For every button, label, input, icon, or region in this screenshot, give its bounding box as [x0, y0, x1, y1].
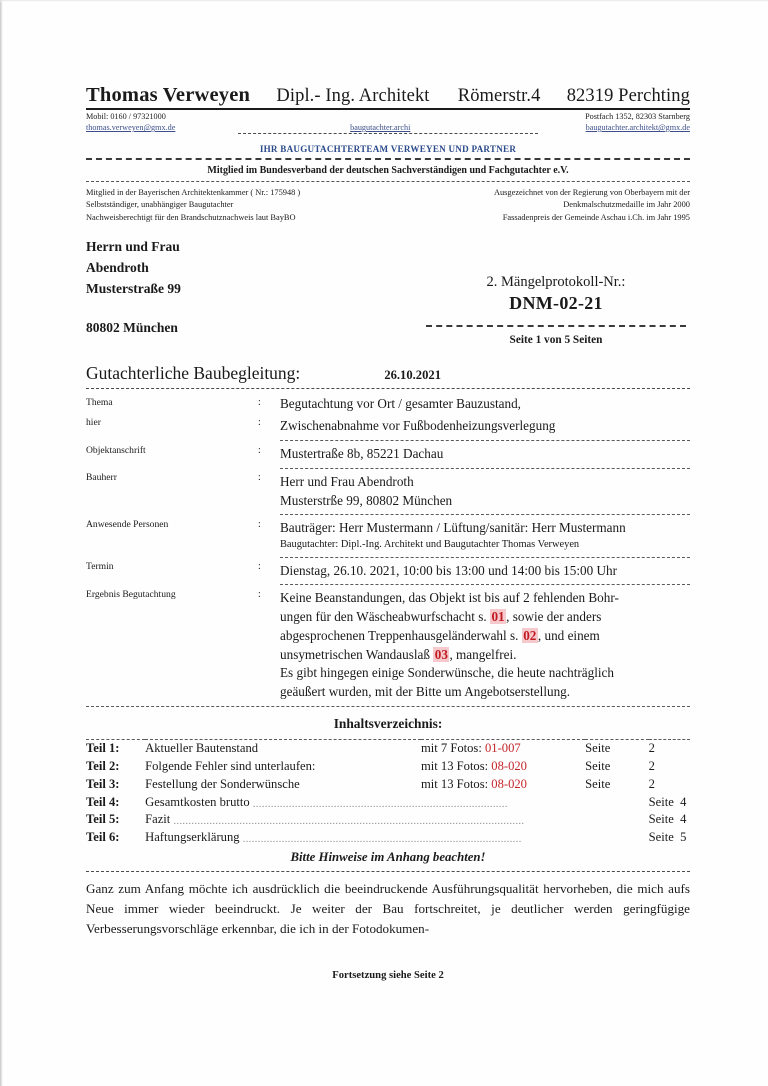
- toc-heading: Inhaltsverzeichnis:: [333, 715, 443, 731]
- letter-body: [86, 84, 690, 981]
- toc-part-label: Teil 5:: [86, 812, 120, 827]
- field-value: Zwischenabnahme vor Fußbodenheizungsverlegung: [280, 418, 556, 434]
- attendees-expert: Baugutachter: Dipl.-Ing. Architekt und Baugutachter Thomas Verweyen: [280, 539, 580, 551]
- field-value: Mustertraße 8b, 85221 Dachau: [280, 441, 690, 469]
- toc-page-number: 2: [648, 741, 655, 756]
- divider-under-tagline: [86, 158, 690, 160]
- field-label: Objektanschrift: [86, 444, 146, 456]
- recipient-street: Musterstraße 99: [86, 280, 181, 296]
- result-value: [280, 585, 690, 706]
- contact-right-column: [585, 111, 690, 133]
- result-label: Ergebnis Begutachtung: [86, 588, 176, 600]
- leader-dots: .............................................................................................: [242, 834, 522, 846]
- toc-description-with-leader: [145, 811, 649, 829]
- report-date: 26.10.2021: [384, 367, 441, 382]
- toc-description: Festellung der Sonderwünsche: [145, 776, 300, 791]
- field-value: Dienstag, 26.10. 2021, 10:00 bis 13:00 und 14:00 bis 15:00 Uhr: [280, 557, 690, 585]
- list-item[interactable]: [86, 739, 690, 757]
- result-line-6: [280, 683, 690, 702]
- toc-page-label: Seite: [648, 812, 674, 827]
- protocol-number: DNM-02-21: [509, 292, 603, 313]
- field-colon: :: [258, 518, 261, 530]
- contact-left-column: [86, 111, 175, 133]
- toc-page-number: 4: [680, 812, 687, 827]
- office-city: 82319 Perchting: [566, 86, 690, 106]
- list-item[interactable]: [86, 829, 690, 847]
- divider-under-fields: [86, 706, 690, 707]
- table-row: [86, 557, 690, 585]
- result-text: , mangelfrei.: [449, 646, 517, 662]
- toc-page-number: 2: [648, 776, 655, 791]
- toc-photos-range: 08-020: [491, 758, 527, 773]
- toc-description-with-leader: [145, 793, 649, 811]
- toc-description: Aktueller Bautenstand: [145, 741, 259, 756]
- result-text: Es gibt hingegen einige Sonderwünsche, die heute nachträglich: [280, 665, 614, 681]
- toc-page-number: 5: [680, 830, 687, 845]
- field-colon: :: [258, 561, 261, 573]
- closing-section: [86, 871, 690, 939]
- result-line-3: [280, 627, 690, 646]
- field-label: hier: [86, 417, 101, 429]
- award-line: Ausgezeichnet von der Regierung von Oberbayern mit der: [493, 188, 690, 198]
- list-item[interactable]: [86, 793, 690, 811]
- field-value: [280, 468, 690, 514]
- office-street: Römerstr.4: [457, 86, 541, 106]
- email-right-link[interactable]: baugutachter.architekt@gmx.de: [585, 123, 690, 133]
- toc-page-label: Seite: [648, 794, 674, 809]
- postal-box: Postfach 1352, 82303 Starnberg: [585, 112, 690, 121]
- defect-ref-01: 01: [491, 609, 505, 625]
- email-left-link[interactable]: thomas.verweyen@gmx.de: [86, 123, 176, 133]
- association-membership-line: Mitglied im Bundesverband der deutschen Sachverständigen und Fachgutachter e.V.: [207, 165, 569, 177]
- attendees-main: Bauträger: Herr Mustermann / Lüftung/sanitär: Herr Mustermann: [280, 520, 626, 536]
- field-label: Anwesende Personen: [86, 518, 169, 530]
- toc-description: Folgende Fehler sind unterlaufen:: [145, 758, 316, 773]
- defect-ref-02: 02: [523, 627, 537, 643]
- toc-photos: [421, 775, 585, 793]
- toc-page-label: Seite: [585, 758, 611, 773]
- result-text: geäußert wurden, mit der Bitte um Angebotserstellung.: [280, 684, 571, 700]
- credential-line: Mitglied in der Bayerischen Architektenkammer ( Nr.: 175948 ): [86, 188, 301, 198]
- field-colon: :: [258, 444, 261, 456]
- report-title-row: [86, 363, 690, 384]
- protocol-number-block: [422, 274, 690, 346]
- toc-photos: [421, 739, 585, 757]
- defect-ref-03: 03: [434, 646, 448, 662]
- table-row: [86, 417, 690, 440]
- page-count-label: Seite 1 von 5 Seiten: [509, 333, 603, 346]
- field-value: [280, 515, 690, 557]
- award-line: Fassadenpreis der Gemeinde Aschau i.Ch. im Jahr 1995: [502, 212, 690, 222]
- toc-table: [86, 739, 690, 847]
- toc-photos: [421, 758, 585, 776]
- table-row: [86, 391, 690, 418]
- result-text: , sowie der anders: [506, 609, 602, 625]
- divider-under-contact: [238, 133, 538, 134]
- result-line-1: [280, 589, 690, 608]
- toc-part-label: Teil 6:: [86, 830, 120, 845]
- divider-under-report-title: [86, 388, 690, 389]
- toc-photos-prefix: mit 13 Fotos:: [420, 776, 489, 791]
- field-colon: :: [258, 396, 261, 408]
- team-tagline: IHR BAUGUTACHTERTEAM VERWEYEN UND PARTNER: [259, 144, 517, 155]
- result-line-5: [280, 664, 690, 683]
- toc-part-label: Teil 4:: [86, 794, 120, 809]
- field-colon: :: [258, 472, 261, 484]
- toc-part-label: Teil 3:: [86, 776, 120, 791]
- result-text: abgesprochenen Treppenhausgeländerwahl s.: [280, 627, 519, 643]
- result-text: Keine Beanstandungen, das Objekt ist bis auf 2 fehlenden Bohr-: [280, 590, 619, 606]
- toc-part-label: Teil 1:: [86, 741, 120, 756]
- list-item[interactable]: [86, 811, 690, 829]
- field-colon: :: [258, 417, 261, 429]
- letterhead-contact-row: [86, 111, 690, 133]
- credentials-left: [86, 187, 300, 224]
- mobile-number: Mobil: 0160 / 97321000: [86, 112, 166, 121]
- scan-edge-artifact-top: [0, 0, 768, 2]
- leader-dots: .....................................................................................................................: [173, 816, 525, 828]
- award-line: Denkmalschutzmedaille im Jahr 2000: [563, 200, 690, 210]
- field-value: Begutachtung vor Ort / gesamter Bauzustand,: [280, 395, 521, 411]
- toc-description: Haftungserklärung: [145, 830, 240, 845]
- toc-photos-range: 01-007: [485, 741, 521, 756]
- field-label: Termin: [86, 561, 114, 573]
- toc-page-number: 2: [648, 758, 655, 773]
- recipient-salutation: Herrn und Frau: [86, 238, 180, 254]
- toc-page-row-end: [649, 811, 690, 829]
- toc-photos-prefix: mit 13 Fotos:: [420, 758, 489, 773]
- architect-name: Thomas Verweyen: [86, 84, 251, 106]
- result-colon: :: [258, 588, 261, 600]
- table-row: [86, 441, 690, 469]
- email-center-link[interactable]: baugutachter.archi: [350, 123, 411, 132]
- divider-above-pagecount: [426, 325, 686, 327]
- report-title: Gutachterliche Baubegleitung:: [86, 362, 301, 383]
- field-label: Thema: [86, 396, 113, 408]
- contact-center-column: [350, 111, 410, 133]
- toc-page-row-end: [649, 793, 690, 811]
- letterhead-title-row: [86, 84, 690, 110]
- credential-line: Selbstständiger, unabhängiger Baugutachter: [86, 200, 234, 210]
- toc-footnote: Bitte Hinweise im Anhang beachten!: [290, 850, 486, 865]
- recipient-city: 80802 München: [86, 320, 178, 336]
- continuation-note: Fortsetzung siehe Seite 2: [332, 970, 444, 982]
- toc-page-row-end: [649, 829, 690, 847]
- result-text: ungen für den Wäscheabwurfschacht s.: [280, 609, 487, 625]
- table-row: [86, 515, 690, 557]
- report-fields-table: [86, 391, 690, 706]
- toc-photos-range: 08-020: [491, 776, 527, 791]
- toc-description: Fazit: [145, 812, 171, 827]
- credentials-right: [494, 187, 690, 224]
- result-line-2: [280, 608, 690, 627]
- leader-dots: .....................................................................................: [252, 798, 508, 810]
- address-protocol-zone: [86, 237, 690, 346]
- toc-description-with-leader: [145, 829, 649, 847]
- scan-edge-artifact-left: [0, 0, 3, 1086]
- protocol-label: 2. Mängelprotokoll-Nr.:: [486, 273, 626, 290]
- toc-page-label: Seite: [585, 741, 611, 756]
- toc-page-number: 4: [680, 794, 687, 809]
- toc-photos-prefix: mit 7 Fotos:: [420, 741, 482, 756]
- builder-name: Herr und Frau Abendroth: [280, 473, 414, 489]
- table-row: [86, 468, 690, 514]
- result-line-4: [280, 646, 690, 665]
- recipient-name: Abendroth: [86, 259, 149, 275]
- list-item[interactable]: [86, 758, 690, 776]
- architect-qualification: Dipl.- Ing. Architekt: [276, 86, 430, 106]
- closing-paragraph: Ganz zum Anfang möchte ich ausdrücklich die beeindruckende Ausführungsqualität hervorheben, die mich aufs Neue immer wieder beeindruckt. Je weiter der Bau fortschreitet, je deutlicher werden geringfügige Verbesserungsvorschläge erkennbar, die ich in der Fotodokumen-: [86, 881, 690, 937]
- toc-page-label: Seite: [585, 776, 611, 791]
- builder-address: Musterstrße 99, 80802 München: [280, 492, 453, 508]
- toc-part-label: Teil 2:: [86, 758, 120, 773]
- result-text: unsymetrischen Wandauslaß: [280, 646, 430, 662]
- credentials-block: [86, 181, 690, 224]
- table-row-result: [86, 585, 690, 706]
- list-item[interactable]: [86, 775, 690, 793]
- credential-line: Nachweisberechtigt für den Brandschutznachweis laut BayBO: [86, 212, 296, 222]
- result-text: , und einem: [537, 627, 600, 643]
- toc-description: Gesamtkosten brutto: [145, 794, 250, 809]
- field-label: Bauherr: [86, 472, 117, 484]
- toc-page-label: Seite: [648, 830, 674, 845]
